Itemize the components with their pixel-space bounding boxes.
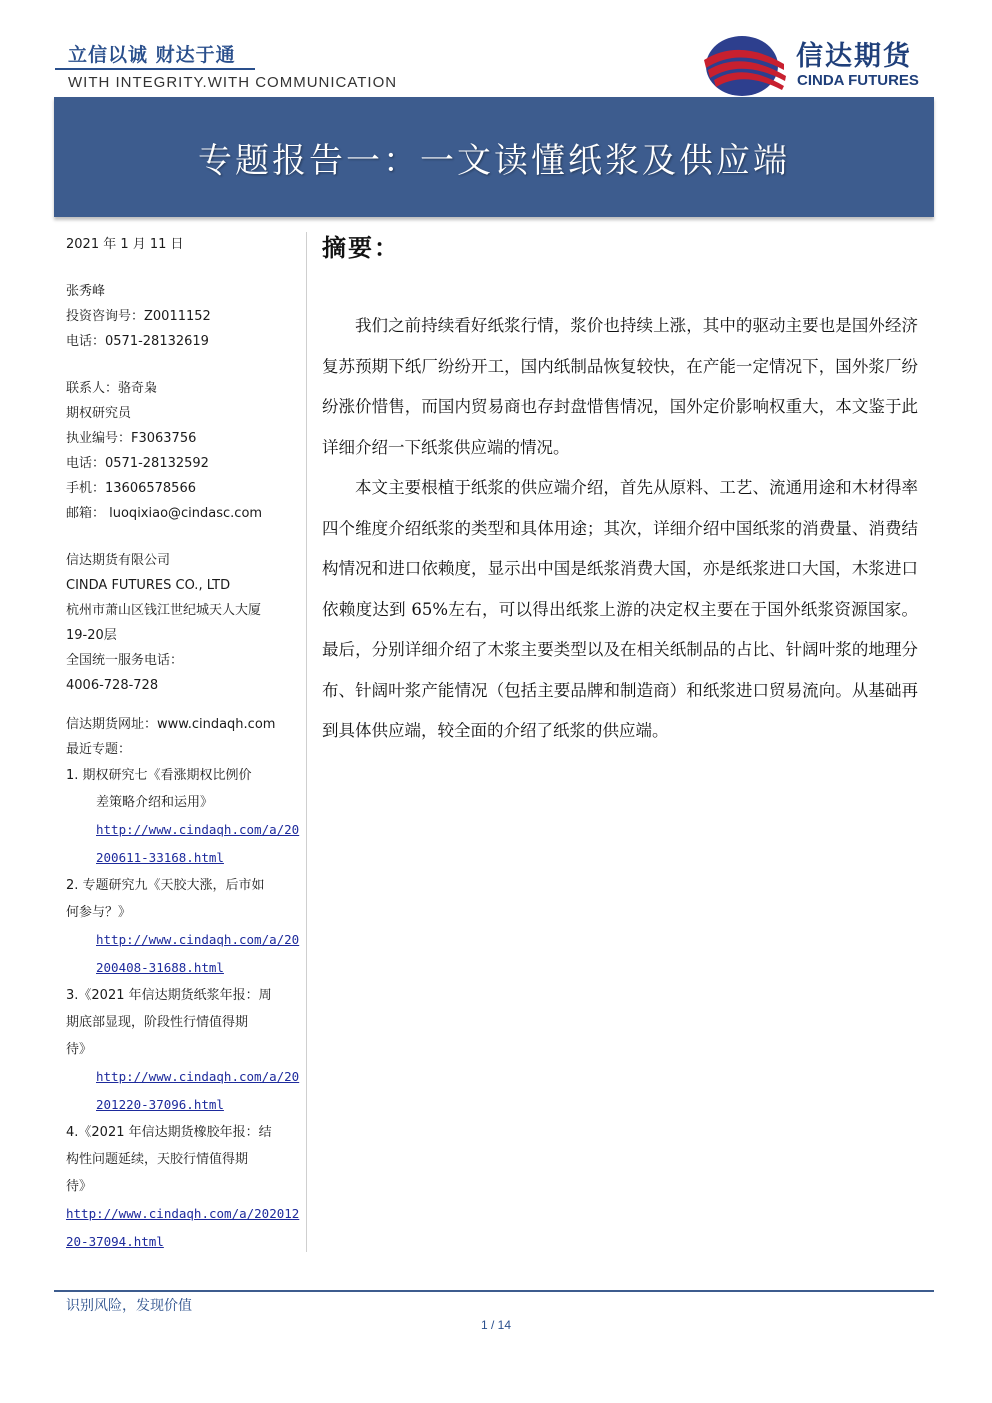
topic-item	[66, 762, 306, 872]
topic-link[interactable]: 20-37094.html	[66, 1234, 164, 1249]
page-number: 1 / 14	[480, 1318, 512, 1332]
topic-link[interactable]: http://www.cindaqh.com/a/202012	[66, 1206, 300, 1221]
contact-license: 执业编号：F3063756	[66, 431, 197, 446]
slogan-underline	[55, 68, 255, 70]
abstract-paragraph-2: 本文主要根植于纸浆的供应端介绍，首先从原料、工艺、流通用途和木材得率四个维度介绍纸浆的类型和具体用途；其次，详细介绍中国纸浆的消费量、消费结构情况和进口依赖度，显示出中国是纸浆消费大国，亦是纸浆进口大国，木浆进口依赖度达到 65%左右，可以得出纸浆上游的决定权主要在于国外纸浆资源国家。最后，分别详细介绍了木浆主要类型以及在相关纸制品的占比、针阔叶浆的地理分布、针阔叶浆产能情况（包括主要品牌和制造商）和纸浆进口贸易流向。从基础再到具体供应端，较全面的介绍了纸浆的供应端。	[322, 478, 918, 740]
topic-title: 1. 期权研究七《看涨期权比例价	[66, 768, 252, 783]
slogan-en: WITH INTEGRITY.WITH COMMUNICATION	[68, 74, 398, 91]
topic-link[interactable]: 200611-33168.html	[96, 850, 224, 865]
sidebar-divider	[306, 232, 307, 1252]
abstract-heading: 摘要：	[322, 234, 400, 262]
topic-title: 待》	[66, 1179, 93, 1194]
footer-tagline: 识别风险，发现价值	[66, 1298, 192, 1314]
logo-emblem-icon	[700, 30, 792, 100]
topic-item	[66, 872, 306, 982]
topic-title: 何参与？》	[66, 905, 132, 920]
footer-divider	[54, 1290, 934, 1292]
topic-title: 3.《2021 年信达期货纸浆年报：周	[66, 988, 272, 1003]
recent-topics-label: 最近专题：	[66, 742, 132, 757]
sidebar	[66, 232, 306, 1256]
hotline-label: 全国统一服务电话：	[66, 653, 184, 668]
contact-mobile: 手机：13606578566	[66, 481, 196, 496]
contact-phone: 电话：0571-28132592	[66, 456, 209, 471]
topic-item	[66, 982, 306, 1119]
abstract-paragraph-1: 我们之前持续看好纸浆行情，浆价也持续上涨，其中的驱动主要也是国外经济复苏预期下纸厂纷纷开工，国内纸制品恢复较快，在产能一定情况下，国外浆厂纷纷涨价惜售，而国内贸易商也存封盘惜售情况，国外定价影响权重大，本文鉴于此详细介绍一下纸浆供应端的情况。	[322, 316, 918, 457]
hotline-number: 4006-728-728	[66, 678, 159, 693]
company-name-cn: 信达期货有限公司	[66, 553, 171, 568]
topic-link[interactable]: http://www.cindaqh.com/a/20	[96, 1069, 300, 1084]
website[interactable]: 信达期货网址：www.cindaqh.com	[66, 717, 276, 732]
contact-name: 联系人：骆奇枭	[66, 381, 158, 396]
topic-title: 构性问题延续，天胶行情值得期	[66, 1152, 249, 1167]
company-address: 杭州市萧山区钱江世纪城天人大厦	[66, 603, 262, 618]
topic-link[interactable]: 200408-31688.html	[96, 960, 224, 975]
slogan-cn: 立信以诚 财达于通	[68, 44, 236, 66]
topic-title: 差策略介绍和运用》	[96, 795, 214, 810]
analyst-name: 张秀峰	[66, 284, 106, 299]
report-title: 专题报告一：一文读懂纸浆及供应端	[198, 140, 790, 181]
topic-item	[66, 1119, 306, 1256]
topic-link[interactable]: 201220-37096.html	[96, 1097, 224, 1112]
logo-brand-en: CINDA FUTURES	[797, 72, 919, 89]
company-name-en: CINDA FUTURES CO., LTD	[66, 578, 231, 593]
company-address-floor: 19-20层	[66, 628, 117, 643]
topic-link[interactable]: http://www.cindaqh.com/a/20	[96, 932, 300, 947]
analyst-license: 投资咨询号：Z0011152	[66, 309, 211, 324]
abstract-body	[322, 306, 918, 752]
topic-title: 4.《2021 年信达期货橡胶年报：结	[66, 1125, 272, 1140]
topic-title: 期底部显现，阶段性行情值得期	[66, 1015, 249, 1030]
topic-title: 2. 专题研究九《天胶大涨，后市如	[66, 878, 265, 893]
logo-brand-cn: 信达期货	[796, 41, 912, 72]
report-date: 2021 年 1 月 11 日	[66, 237, 184, 252]
company-logo	[700, 30, 940, 100]
title-banner	[54, 97, 934, 217]
contact-role: 期权研究员	[66, 406, 132, 421]
contact-email[interactable]: 邮箱： luoqixiao@cindasc.com	[66, 506, 263, 521]
topic-link[interactable]: http://www.cindaqh.com/a/20	[96, 822, 300, 837]
topic-title: 待》	[66, 1042, 93, 1057]
analyst-phone: 电话：0571-28132619	[66, 334, 209, 349]
